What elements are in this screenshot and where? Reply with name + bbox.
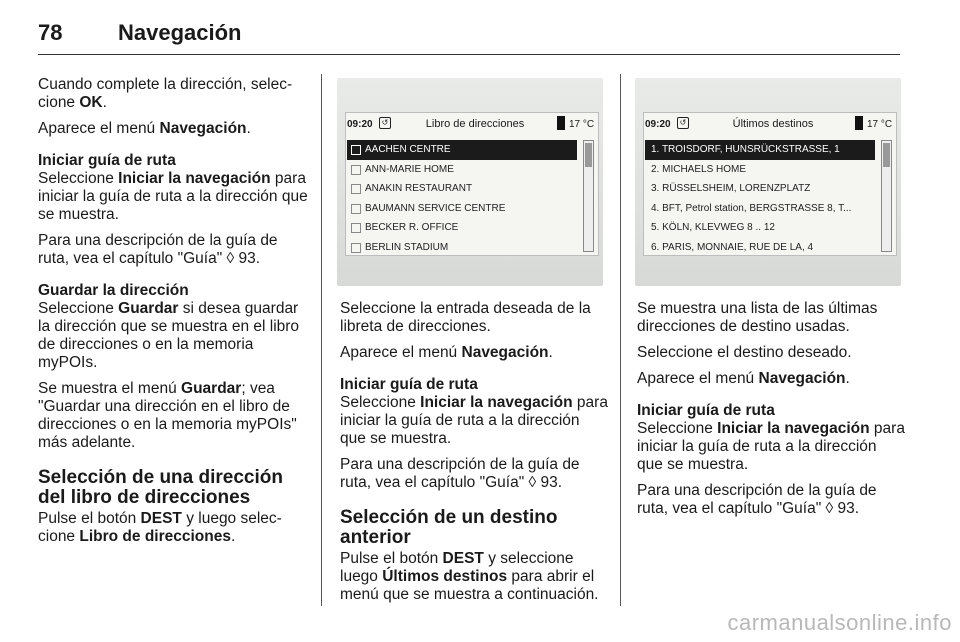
temperature: 17 °C bbox=[867, 119, 893, 130]
list-item[interactable]: ANAKIN RESTAURANT bbox=[347, 179, 577, 199]
watermark: carmanualsonline.info bbox=[727, 610, 952, 635]
list-item[interactable]: 5. KÖLN, KLEVWEG 8 .. 12 bbox=[651, 222, 775, 233]
status-bar bbox=[643, 116, 895, 136]
paragraph: Seleccione Guardar si desea guardar la dirección que se muestra en el libro de direcciones o en la memoria myPOIs. bbox=[38, 300, 300, 371]
screen-title: Últimos destinos bbox=[732, 118, 814, 130]
paragraph: Aparece el menú Navegación. bbox=[340, 344, 553, 361]
entry-icon bbox=[351, 184, 361, 194]
list-item[interactable]: BAUMANN SERVICE CENTRE bbox=[347, 199, 577, 219]
paragraph: Se muestra el menú Guardar; vea "Guardar una dirección en el libro de direcciones o en la memoria myPOIs" más adelante. bbox=[38, 380, 297, 451]
column-1 bbox=[38, 76, 308, 554]
list-item[interactable]: 3. RÜSSELSHEIM, LORENZPLATZ bbox=[651, 183, 811, 194]
scrollbar[interactable] bbox=[583, 140, 594, 252]
paragraph: Aparece el menú Navegación. bbox=[637, 370, 850, 387]
list-item[interactable]: 4. BFT, Petrol station, BERGSTRASSE 8, T... bbox=[651, 202, 852, 214]
subheading: Guardar la dirección bbox=[38, 282, 189, 299]
status-bar bbox=[345, 116, 597, 136]
section-heading: Selección de un destino anterior bbox=[340, 507, 558, 548]
paragraph: Seleccione la entrada deseada de la libreta de direcciones. bbox=[340, 300, 591, 335]
paragraph: Se muestra una lista de las últimas direcciones de destino usadas. bbox=[637, 300, 878, 335]
back-icon: ↺ bbox=[379, 117, 391, 129]
recent-destinations-screenshot bbox=[635, 78, 901, 286]
subheading: Iniciar guía de ruta bbox=[637, 402, 775, 419]
page-number: 78 bbox=[38, 20, 63, 45]
list-item[interactable]: 2. MICHAELS HOME bbox=[651, 163, 747, 175]
column-divider-1 bbox=[321, 74, 322, 606]
column-3 bbox=[637, 300, 905, 526]
scrollbar[interactable] bbox=[881, 140, 892, 252]
subheading: Iniciar guía de ruta bbox=[340, 376, 478, 393]
thermometer-icon bbox=[855, 116, 863, 130]
entry-icon bbox=[351, 243, 361, 253]
back-icon: ↺ bbox=[677, 117, 689, 129]
entry-icon bbox=[351, 165, 361, 175]
list-item[interactable]: ANN-MARIE HOME bbox=[347, 160, 577, 180]
column-divider-2 bbox=[620, 74, 621, 606]
subheading: Iniciar guía de ruta bbox=[38, 152, 176, 169]
section-heading: Selección de una dirección del libro de direcciones bbox=[38, 467, 283, 508]
column-2 bbox=[340, 300, 608, 612]
clock-time: 09:20 bbox=[347, 119, 373, 130]
paragraph: Seleccione Iniciar la navegación para iniciar la guía de ruta a la dirección que se muestra. bbox=[340, 394, 608, 447]
list-item[interactable]: AACHEN CENTRE bbox=[347, 140, 577, 160]
list-item[interactable]: BECKER R. OFFICE bbox=[347, 218, 577, 238]
paragraph: Cuando complete la dirección, selec-cione OK. bbox=[38, 76, 293, 111]
paragraph: Para una descripción de la guía de ruta, vea el capítulo "Guía" ◊ 93. bbox=[637, 482, 877, 517]
scrollbar-thumb[interactable] bbox=[883, 143, 890, 167]
destination-list bbox=[645, 140, 875, 257]
address-book-screenshot bbox=[337, 78, 603, 286]
page-header bbox=[38, 14, 900, 55]
paragraph: Para una descripción de la guía de ruta, vea el capítulo "Guía" ◊ 93. bbox=[38, 232, 278, 267]
paragraph: Seleccione el destino deseado. bbox=[637, 344, 852, 361]
paragraph: Pulse el botón DEST y seleccione luego Últimos destinos para abrir el menú que se muestra a continuación. bbox=[340, 550, 599, 603]
paragraph: Pulse el botón DEST y luego selec-cione Libro de direcciones. bbox=[38, 510, 282, 545]
temperature: 17 °C bbox=[569, 119, 595, 130]
list-item[interactable]: 6. PARIS, MONNAIE, RUE DE LA, 4 bbox=[651, 241, 814, 253]
entry-icon bbox=[351, 204, 361, 214]
thermometer-icon bbox=[557, 116, 565, 130]
paragraph: Seleccione Iniciar la navegación para iniciar la guía de ruta a la dirección que se muestra. bbox=[637, 420, 905, 473]
page-title: Navegación bbox=[118, 20, 242, 45]
paragraph: Seleccione Iniciar la navegación para iniciar la guía de ruta a la dirección que se muestra. bbox=[38, 170, 308, 223]
screen-title: Libro de direcciones bbox=[425, 118, 525, 130]
entry-icon bbox=[351, 145, 361, 155]
address-list bbox=[347, 140, 577, 257]
list-item[interactable]: 1. TROISDORF, HUNSRÜCKSTRASSE, 1 bbox=[645, 140, 875, 160]
list-item[interactable]: BERLIN STADIUM bbox=[347, 238, 577, 258]
clock-time: 09:20 bbox=[645, 119, 671, 130]
entry-icon bbox=[351, 223, 361, 233]
paragraph: Para una descripción de la guía de ruta, vea el capítulo "Guía" ◊ 93. bbox=[340, 456, 580, 491]
scrollbar-thumb[interactable] bbox=[585, 143, 592, 167]
paragraph: Aparece el menú Navegación. bbox=[38, 120, 251, 137]
